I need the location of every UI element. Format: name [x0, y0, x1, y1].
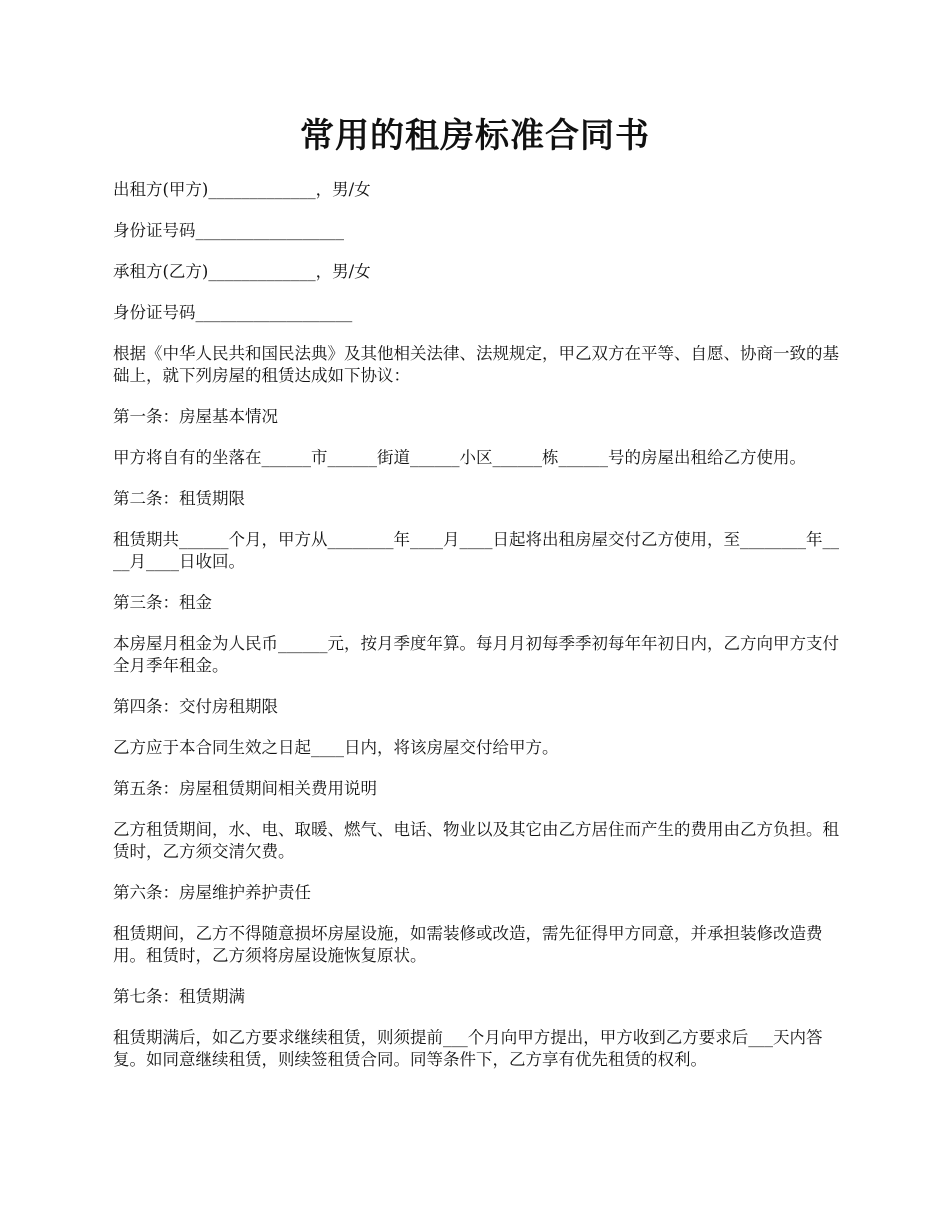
lessor-id-line: 身份证号码__________________	[113, 221, 344, 240]
article-1-text: 甲方将自有的坐落在______市______街道______小区______栋______号的房屋出租给乙方使用。	[113, 448, 806, 467]
article-4-heading: 第四条：交付房租期限	[113, 697, 278, 716]
article-5-heading: 第五条：房屋租赁期间相关费用说明	[113, 779, 377, 798]
lessee-id-line: 身份证号码___________________	[113, 303, 353, 322]
document-body	[113, 179, 843, 1090]
article-2-text: 租赁期共______个月，甲方从________年____月____日起将出租房屋交付乙方使用，至________年____月____日收回。	[113, 530, 839, 571]
article-1-heading: 第一条：房屋基本情况	[113, 407, 278, 426]
article-7-heading: 第七条：租赁期满	[113, 987, 245, 1006]
article-3-text: 本房屋月租金为人民币______元，按月季度年算。每月月初每季季初每年年初日内，乙方向甲方支付全月季年租金。	[113, 634, 839, 675]
lessee-line: 承租方(乙方)_____________，男/女	[113, 262, 371, 281]
article-2-heading: 第二条：租赁期限	[113, 489, 245, 508]
preamble-paragraph: 根据《中华人民共和国民法典》及其他相关法律、法规规定，甲乙双方在平等、自愿、协商一致的基础上，就下列房屋的租赁达成如下协议：	[113, 344, 839, 385]
article-4-text: 乙方应于本合同生效之日起____日内，将该房屋交付给甲方。	[113, 738, 559, 757]
article-7-text: 租赁期满后，如乙方要求继续租赁，则须提前___个月向甲方提出，甲方收到乙方要求后___天内答复。如同意继续租赁，则续签租赁合同。同等条件下，乙方享有优先租赁的权利。	[113, 1028, 823, 1069]
lessor-line: 出租方(甲方)_____________，男/女	[113, 180, 371, 199]
article-5-text: 乙方租赁期间，水、电、取暖、燃气、电话、物业以及其它由乙方居住而产生的费用由乙方负担。租赁时，乙方须交清欠费。	[113, 820, 839, 861]
article-3-heading: 第三条：租金	[113, 593, 212, 612]
document-title: 常用的租房标准合同书	[300, 116, 650, 156]
article-6-heading: 第六条：房屋维护养护责任	[113, 883, 311, 902]
article-6-text: 租赁期间，乙方不得随意损坏房屋设施，如需装修或改造，需先征得甲方同意，并承担装修改造费用。租赁时，乙方须将房屋设施恢复原状。	[113, 924, 823, 965]
